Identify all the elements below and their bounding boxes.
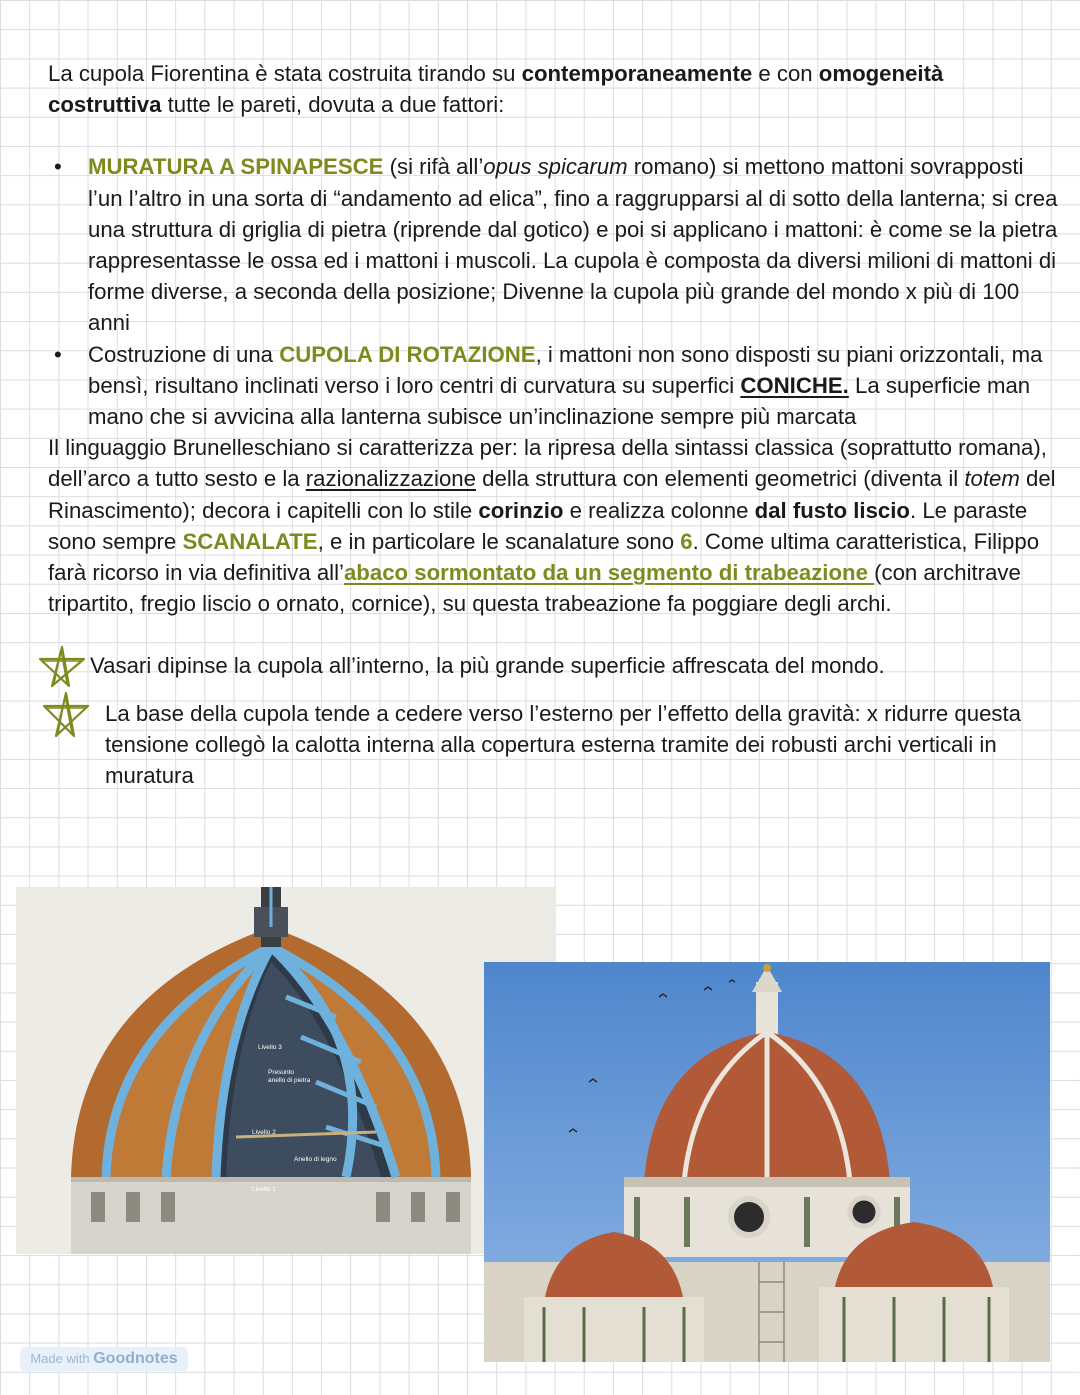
bullet-spinapesce [48,151,1058,338]
para-text: del Rinascimento); decora i capitelli con lo stile [48,466,1056,523]
note-vasari-text: Vasari dipinse la cupola all’interno, la più grande superficie affrescata del mondo. [90,653,885,679]
para-highlight-six: 6 [680,528,693,554]
para-text: . Le paraste sono sempre [48,497,1028,554]
intro-text: e con [752,61,819,86]
para-bold-fusto: dal fusto liscio [754,497,910,523]
intro-text: tutte le pareti, dovuta a due fattori: [161,92,505,118]
star-doodle-icon [36,644,88,690]
label-anello-legno: Anello di legno [294,1156,337,1163]
para-italic: totem [964,466,1020,492]
dome-photo-illustration [484,962,1050,1362]
bullet-1-title: MURATURA A SPINAPESCE [88,154,384,180]
para-text: . Come ultima caratteristica, Filippo farà ricorso in via definitiva all’ [48,528,1040,586]
para-text: , e in particolare le scanalature sono [317,528,681,554]
para-highlight-scanalate: SCANALATE [182,528,318,554]
bullet-1-text: (si rifà all’ [383,154,484,180]
bullet-rotazione [48,339,1058,433]
spacer [48,619,1058,650]
intro-paragraph [48,58,1058,120]
star-doodle-icon [40,690,92,740]
label-livello-3: Livello 3 [258,1044,282,1051]
bullet-2-highlight: CUPOLA DI ROTAZIONE [279,341,536,367]
bullet-1-italic: opus spicarum [483,154,628,180]
label-livello-2: Livello 2 [252,1129,276,1136]
note-base-text: La base della cupola tende a cedere verso l’esterno per l’effetto della gravità: x ridurre questa tensione collegò la calotta interna alla copertura esterna tramite dei robusti archi verticali in muratura [105,700,1022,789]
para-text: della struttura con elementi geometrici (diventa il [475,466,965,492]
brunelleschi-paragraph [48,432,1058,619]
intro-bold-2: omogeneità costruttiva [48,61,944,118]
para-text: Il linguaggio Brunelleschiano si caratterizza per: la ripresa della sintassi classica (soprattutto romana), dell’arco a tutto sesto e la [48,435,1047,492]
page-text [48,58,1058,791]
badge-brand: Goodnotes [93,1350,178,1367]
bullet-2-coniche: CONICHE. [740,372,849,398]
note-vasari [48,650,1058,681]
dome-cutaway-diagram [16,887,556,1254]
dome-cutaway-illustration [16,887,556,1254]
bullet-1-text: romano) si mettono mattoni sovrapposti l’un l’altro in una sorta di “andamento ad elica”, fino a raggrupparsi al di sotto della lanterna; si crea una struttura di griglia di pietra (riprende dal gotico) e poi si applicano i mattoni: è come se la pietra rappresentasse le ossa ed i mattoni i muscoli. La cupola è composta da diversi milioni di mattoni di forme diverse, a seconda della posizione; Divenne la cupola più grande del mondo x più di 100 anni [88,154,1058,336]
bullet-2-text: , i mattoni non sono disposti su piani orizzontali, ma bensì, risultano inclinati verso i loro centri di curvatura su superfici [88,341,1043,398]
bullet-2-text: Costruzione di una [88,341,280,367]
intro-bold-1: contemporaneamente [521,61,753,86]
goodnotes-badge [20,1347,188,1371]
note-base-cupola [48,698,1058,792]
intro-text: La cupola Fiorentina è stata costruita tirando su [48,61,522,86]
para-text: e realizza colonne [563,497,755,523]
label-anello-pietra: anello di pietra [268,1077,311,1084]
para-bold-corinzio: corinzio [478,497,564,523]
para-underline: razionalizzazione [305,466,476,492]
para-text: (con architrave tripartito, fregio liscio o ornato, cornice), su questa trabeazione fa poggiare degli archi. [48,560,1021,617]
label-livello-1: Livello 1 [252,1186,276,1193]
para-highlight-abaco: abaco sormontato da un segmento di trabeazione [343,560,875,586]
bullet-2-text: La superficie man mano che si avvicina alla lanterna subisce un’inclinazione sempre più marcata [88,372,1031,430]
dome-photo [484,962,1050,1362]
label-presunto: Presunto [268,1069,295,1076]
badge-prefix: Made with [30,1351,90,1366]
